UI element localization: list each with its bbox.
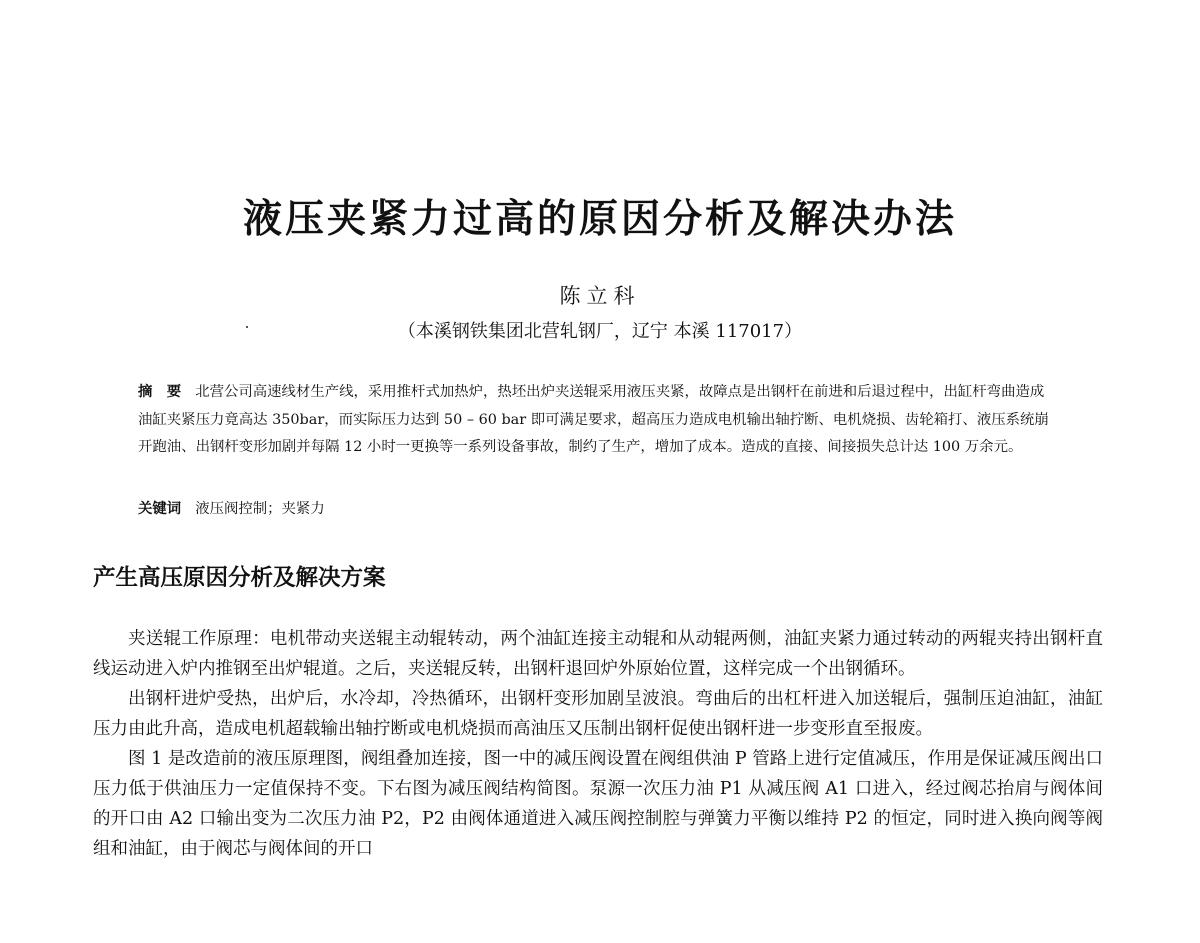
keywords-label: 关键词 — [138, 501, 182, 517]
paragraph: 夹送辊工作原理：电机带动夹送辊主动辊转动，两个油缸连接主动辊和从动辊两侧，油缸夹紧力通过转动的两辊夹持出钢杆直线运动进入炉内推钢至出炉辊道。之后，夹送辊反转，出钢杆退回炉外原始位置，这样完成一个出钢循环。 — [93, 629, 1103, 679]
paper-title: 液压夹紧力过高的原因分析及解决办法 — [242, 197, 957, 242]
abstract-label: 摘 要 — [138, 384, 182, 400]
paragraph: 出钢杆进炉受热，出炉后，水冷却，冷热循环，出钢杆变形加剧呈波浪。弯曲后的出杠杆进入加送辊后，强制压迫油缸，油缸压力由此升高，造成电机超载输出轴拧断或电机烧损而高油压又压制出钢杆促使出钢杆进一步变形直至报废。 — [93, 689, 1103, 739]
paragraph: 图 1 是改造前的液压原理图，阀组叠加连接，图一中的减压阀设置在阀组供油 P 管路上进行定值减压，作用是保证减压阀出口压力低于供油压力一定值保持不变。下右图为减压阀结构简图。泵源一次压力油 P1 从减压阀 A1 口进入，经过阀芯抬肩与阀体间的开口由 A2 口输出变为二次压力油 P2，P2 由阀体通道进入减压阀控制腔与弹簧力平衡以维持 P2 的恒定，同时进入换向阀等阀组和油缸，由于阀芯与阀体间的开口 — [93, 749, 1103, 859]
section-heading: 产生高压原因分析及解决方案 — [93, 565, 386, 591]
keywords-text: 液压阀控制；夹紧力 — [195, 501, 325, 517]
author-affiliation: （本溪钢铁集团北营轧钢厂，辽宁 本溪 117017） — [397, 321, 803, 342]
abstract-text: 北营公司高速线材生产线，采用推杆式加热炉，热坯出炉夹送辊采用液压夹紧，故障点是出钢杆在前进和后退过程中，出缸杆弯曲造成油缸夹紧压力竟高达 350bar，而实际压力达到 50 – 60 bar 即可满足要求，超高压力造成电机输出轴拧断、电机烧损、齿轮箱打、液压系统崩开跑油、出钢杆变形加剧并每隔 12 小时一更换等一系列设备事故，制约了生产，增加了成本。造成的直接、间接损失总计达 100 万余元。 — [138, 384, 1049, 455]
section-body — [93, 624, 1103, 864]
keywords — [138, 496, 1058, 524]
abstract — [138, 379, 1058, 462]
author-name: 陈立科 — [559, 284, 641, 308]
